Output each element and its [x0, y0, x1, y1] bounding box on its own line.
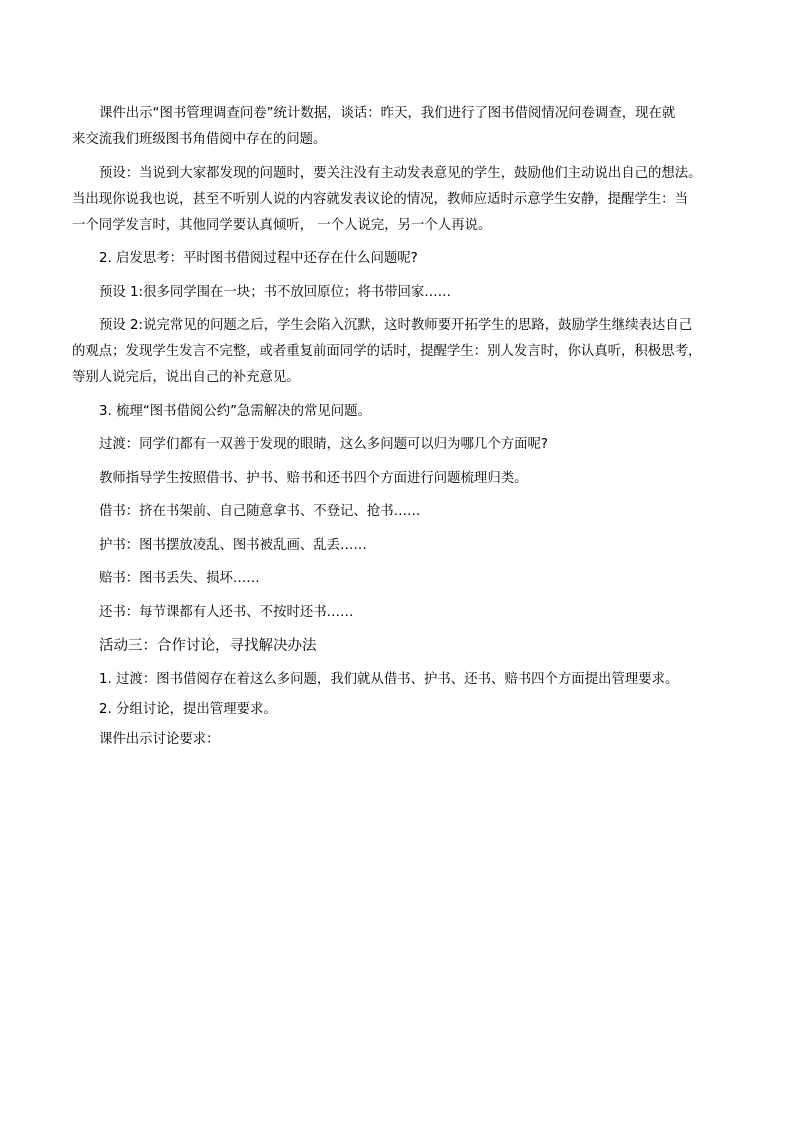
- paragraph-step-3: 3. 梳理“图书借阅公约”急需解决的常见问题。: [99, 403, 371, 419]
- paragraph-preset: 预设：当说到大家都发现的问题时，要关注没有主动发表意见的学生，鼓励他们主动说出自己的想法。: [99, 165, 702, 181]
- paragraph-courseware-intro: 课件出示“图书管理调查问卷”统计数据，谈话：昨天，我们进行了图书借阅情况问卷调查，现在就: [99, 106, 676, 121]
- paragraph-courseware-intro-cont: 来交流我们班级图书角借阅中存在的问题。: [72, 132, 327, 147]
- list-item-return: 还书：每节课都有人还书、不按时还书……: [99, 604, 354, 620]
- paragraph-discussion-requirements: 课件出示讨论要求：: [99, 731, 220, 747]
- document-body: [72, 101, 736, 753]
- paragraph-preset-2-cont-2: 等别人说完后，说出自己的补充意见。: [72, 370, 300, 385]
- paragraph-activity-3-step-1: 1. 过渡：图书借阅存在着这么多问题，我们就从借书、护书、还书、赔书四个方面提出管理要求。: [99, 671, 679, 687]
- paragraph-preset-1: 预设 1:很多同学围在一块；书不放回原位；将书带回家……: [99, 284, 452, 300]
- paragraph-preset-2-cont-1: 的观点；发现学生发言不完整，或者重复前面同学的话时，提醒学生：别人发言时，你认真听，积极思考，: [72, 344, 702, 359]
- paragraph-step-2: 2. 启发思考：平时图书借阅过程中还存在什么问题呢?: [99, 251, 418, 266]
- paragraph-activity-3-step-2: 2. 分组讨论，提出管理要求。: [99, 701, 277, 717]
- paragraph-preset-cont-2: 一个同学发言时，其他同学要认真倾听， 一个人说完，另一个人再说。: [72, 217, 492, 233]
- list-item-compensate: 赔书：图书丢失、损坏……: [99, 571, 260, 586]
- paragraph-preset-cont-1: 当出现你说我也说，甚至不听别人说的内容就发表议论的情况，教师应适时示意学生安静，提醒学生：当: [72, 191, 688, 207]
- paragraph-transition: 过渡：同学们都有一双善于发现的眼睛，这么多问题可以归为哪几个方面呢?: [99, 437, 548, 452]
- paragraph-preset-2: 预设 2:说完常见的问题之后，学生会陷入沉默，这时教师要开拓学生的思路，鼓励学生继续表达自己: [99, 318, 693, 333]
- list-item-protect: 护书：图书摆放凌乱、图书被乱画、乱丢……: [99, 537, 367, 553]
- section-heading-activity-3: 活动三：合作讨论，寻找解决办法: [99, 638, 317, 654]
- list-item-borrow: 借书：挤在书架前、自己随意拿书、不登记、抢书……: [99, 504, 421, 519]
- paragraph-teacher-guide: 教师指导学生按照借书、护书、赔书和还书四个方面进行问题梳理归类。: [99, 470, 528, 486]
